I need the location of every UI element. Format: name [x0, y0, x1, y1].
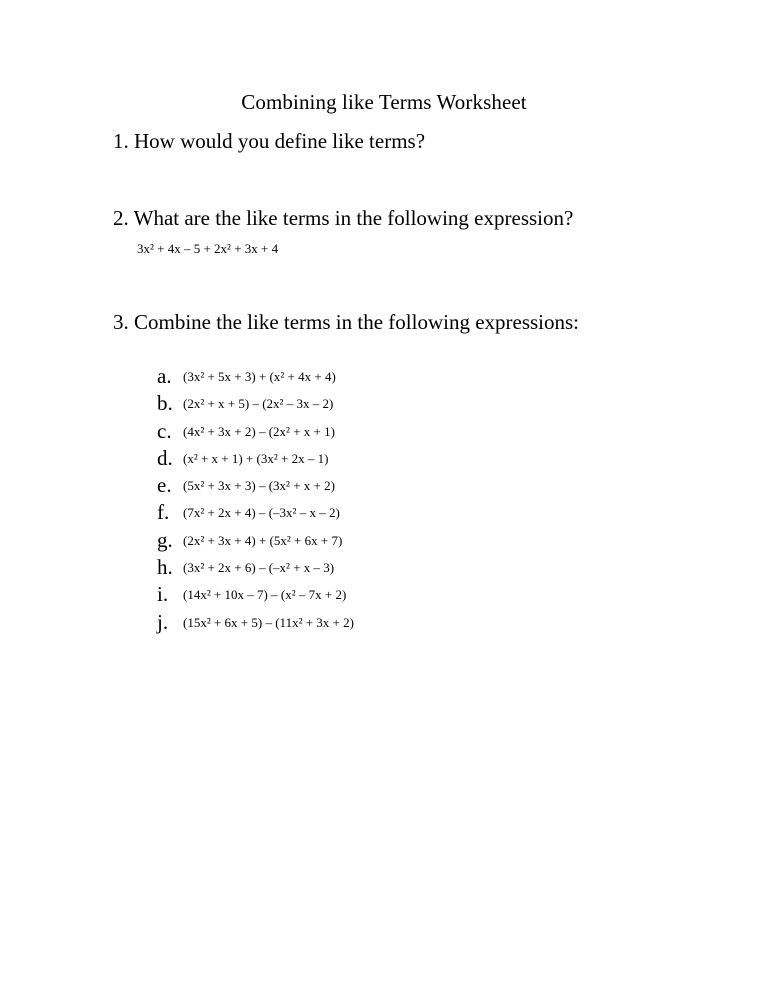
item-letter: a.	[157, 364, 172, 388]
item-expression: (x² + x + 1) + (3x² + 2x – 1)	[183, 450, 329, 466]
item-expression: (14x² + 10x – 7) – (x² – 7x + 2)	[183, 587, 347, 603]
question-2: 2. What are the like terms in the following expression?	[113, 206, 574, 230]
question-1: 1. How would you define like terms?	[113, 129, 426, 153]
item-expression: (5x² + 3x + 3) – (3x² + x + 2)	[183, 478, 335, 494]
item-letter: f.	[157, 500, 170, 525]
item-expression: (3x² + 2x + 6) – (–x² + x – 3)	[183, 560, 335, 576]
page-title: Combining like Terms Worksheet	[241, 90, 527, 114]
item-expression: (2x² + 3x + 4) + (5x² + 6x + 7)	[183, 532, 343, 548]
item-letter: c.	[157, 418, 172, 443]
item-letter: h.	[157, 555, 173, 580]
question-3: 3. Combine the like terms in the following expressions:	[113, 310, 580, 334]
item-expression: (2x² + x + 5) – (2x² – 3x – 2)	[183, 396, 334, 412]
item-letter: b.	[157, 391, 173, 416]
item-expression: (4x² + 3x + 2) – (2x² + x + 1)	[183, 423, 335, 439]
item-letter: e.	[157, 473, 172, 498]
item-expression: (15x² + 6x + 5) – (11x² + 3x + 2)	[183, 614, 354, 630]
question-2-expression: 3x² + 4x – 5 + 2x² + 3x + 4	[137, 241, 279, 256]
item-expression: (3x² + 5x + 3) + (x² + 4x + 4)	[183, 369, 336, 384]
item-letter: i.	[157, 582, 169, 607]
item-letter: d.	[157, 445, 173, 470]
item-letter: j.	[157, 609, 169, 634]
item-expression: (7x² + 2x + 4) – (–3x² – x – 2)	[183, 505, 340, 521]
item-letter: g.	[157, 527, 173, 552]
